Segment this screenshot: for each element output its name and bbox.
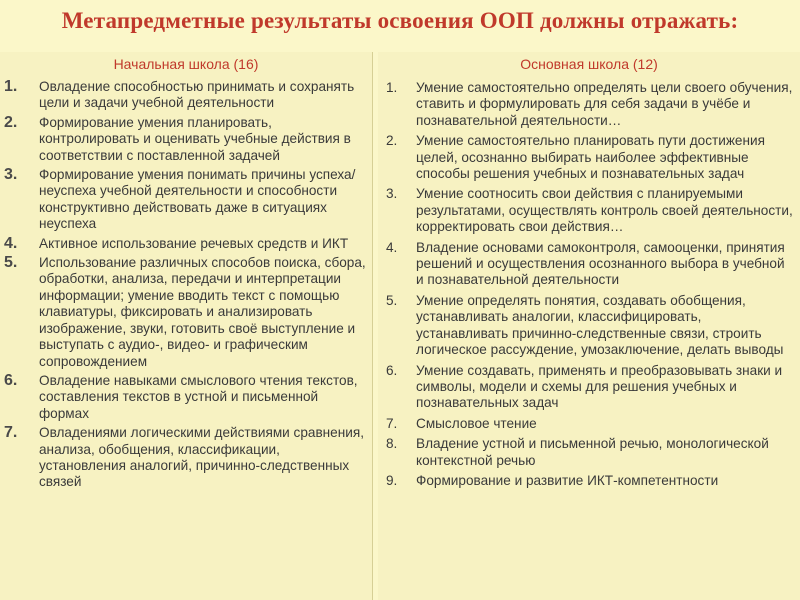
list-item: [0, 425, 372, 491]
item-number: 6.: [386, 362, 398, 378]
item-number: 7.: [4, 424, 18, 442]
item-text: Умение соотносить свои действия с планируемыми результатами, осуществлять контроль своей деятельности, корректировать свои действия…: [416, 186, 793, 235]
item-number: 4.: [4, 234, 18, 252]
secondary-school-list: [378, 80, 800, 489]
item-number: 5.: [386, 292, 398, 308]
list-item: [378, 363, 800, 412]
list-item: [378, 240, 800, 289]
list-item: [0, 79, 372, 112]
list-item: [378, 186, 800, 235]
item-number: 7.: [386, 415, 398, 431]
item-text: Активное использование речевых средств и ИКТ: [39, 235, 349, 251]
list-item: [378, 473, 800, 489]
item-text: Смысловое чтение: [416, 415, 537, 431]
list-item: [0, 373, 372, 422]
secondary-school-column: [378, 52, 800, 600]
list-item: [378, 80, 800, 129]
item-number: 2.: [4, 113, 18, 131]
item-text: Умение самостоятельно планировать пути достижения целей, осознанно выбирать наиболее эффективные способы решения учебных и познавательных задач: [416, 133, 765, 182]
page-title: Метапредметные результаты освоения ООП должны отражать:: [61, 8, 739, 33]
item-text: Использование различных способов поиска, сбора, обработки, анализа, передачи и интерпретации информации; умение вводить текст с помощью клавиатуры, фиксировать и анализировать изображение, звуки, готовить своё выступление и выступать с аудио-, видео- и графическим сопровождением: [39, 255, 366, 369]
item-number: 5.: [4, 254, 18, 272]
item-text: Формирование и развитие ИКТ-компетентности: [416, 472, 719, 488]
item-text: Формирование умения планировать, контролировать и оценивать учебные действия в соответствии с поставленной задачей: [39, 114, 351, 163]
item-number: 8.: [386, 436, 398, 452]
item-number: 6.: [4, 371, 18, 389]
item-text: Владение устной и письменной речью, монологической контекстной речью: [416, 436, 769, 468]
list-item: [0, 236, 372, 252]
list-item: [0, 255, 372, 370]
item-text: Умение самостоятельно определять цели своего обучения, ставить и формулировать для себя задачи в учёбе и познавательной деятельности…: [416, 80, 793, 128]
item-number: 1.: [4, 78, 18, 95]
item-number: 3.: [386, 186, 398, 202]
list-item: [0, 167, 372, 233]
item-text: Формирование умения понимать причины успеха/неуспеха учебной деятельности и способности конструктивно действовать даже в ситуациях неуспеха: [39, 167, 356, 232]
item-number: 9.: [386, 472, 398, 488]
item-text: Умение определять понятия, создавать обобщения, устанавливать аналогии, классифицировать, устанавливать причинно-следственные связи, строить логическое рассуждение, умозаключение, делать выводы: [416, 292, 784, 358]
list-item: [0, 115, 372, 164]
list-item: [378, 436, 800, 469]
primary-school-column: [0, 52, 373, 600]
item-text: Овладение навыками смыслового чтения текстов, составления текстов в устной и письменной формах: [39, 372, 358, 421]
list-item: [378, 293, 800, 359]
item-text: Овладение способностью принимать и сохранять цели и задачи учебной деятельности: [39, 79, 355, 111]
primary-school-list: [0, 79, 372, 491]
item-text: Умение создавать, применять и преобразовывать знаки и символы, модели и схемы для решения учебных и познавательных задач: [416, 362, 783, 411]
item-number: 3.: [4, 166, 18, 184]
item-text: Владение основами самоконтроля, самооценки, принятия решений и осуществления осознанного выбора в учебной и познавательной деятельности: [416, 239, 785, 288]
item-text: Овладениями логическими действиями сравнения, анализа, обобщения, классификации, установления аналогий, причинно-следственных связей: [39, 425, 364, 490]
item-number: 2.: [386, 133, 398, 149]
primary-school-header: Начальная школа (16): [113, 56, 259, 72]
item-number: 4.: [386, 239, 398, 255]
list-item: [378, 416, 800, 432]
secondary-school-header: Основная школа (12): [520, 56, 658, 72]
item-number: 1.: [386, 80, 398, 95]
list-item: [378, 133, 800, 182]
